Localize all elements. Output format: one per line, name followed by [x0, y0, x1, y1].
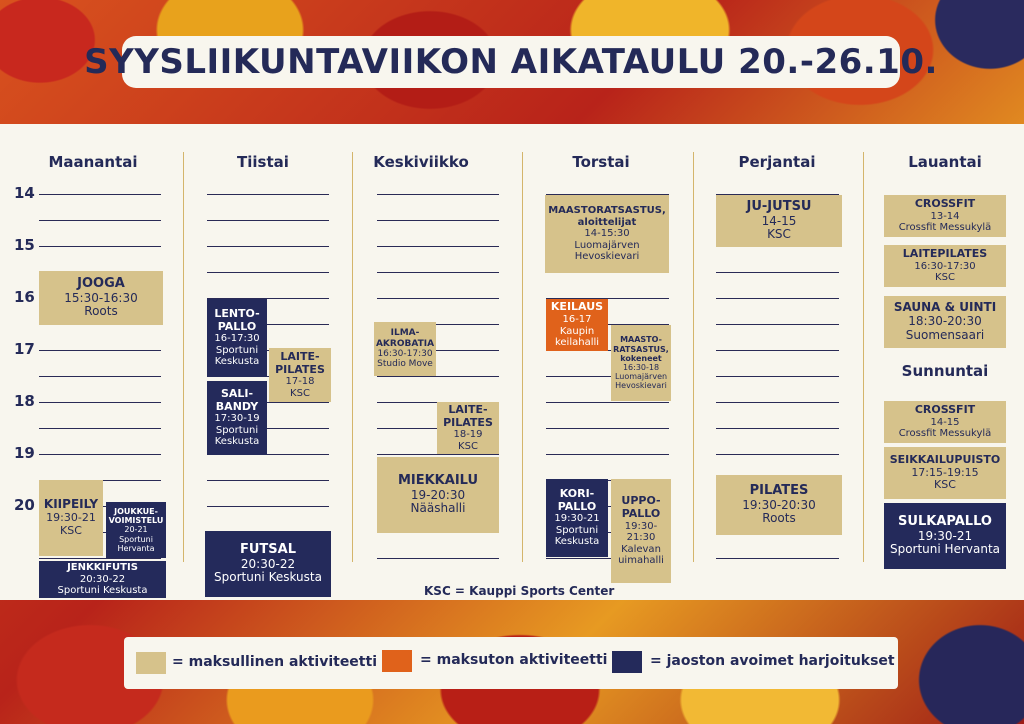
column-divider [863, 152, 864, 562]
event-name: CROSSFIT [914, 197, 976, 211]
legend [124, 637, 898, 689]
grid-line [207, 272, 329, 273]
grid-line [207, 194, 329, 195]
event-name: SULKAPALLO [898, 513, 992, 529]
event-place: KSC [767, 227, 791, 242]
event-name: PILATES [749, 482, 809, 498]
event-subtitle: kokeneet [620, 353, 662, 363]
event-time: 14-15:30 [584, 228, 630, 240]
event-maastoratsastus-aloittelijat[interactable] [545, 195, 669, 273]
event-place: KSC [934, 478, 956, 492]
event-name: JOUKKUE-VOIMISTELU [108, 507, 164, 526]
hour-label: 14 [14, 184, 35, 202]
legend-swatch-free [382, 650, 412, 672]
grid-line [39, 428, 161, 429]
event-futsal[interactable] [205, 531, 331, 597]
event-kiipeily[interactable] [39, 480, 103, 556]
day-wednesday: Keskiviikko [373, 153, 469, 171]
event-place: Roots [84, 304, 118, 319]
event-crossfit-la[interactable] [884, 195, 1006, 237]
event-place: Sportuni Hervanta [117, 534, 155, 553]
event-time: 19:30-21 [46, 511, 96, 525]
event-subtitle: aloittelijat [577, 216, 637, 228]
event-laitepilates-la[interactable] [884, 245, 1006, 287]
grid-line [716, 324, 839, 325]
event-name: LAITE-PILATES [443, 402, 493, 429]
event-place: Sportuni Keskusta [214, 344, 260, 368]
legend-club: = jaoston avoimet harjoitukset [650, 653, 895, 669]
event-salibandy[interactable] [207, 381, 267, 455]
ksc-footnote: KSC = Kauppi Sports Center [424, 584, 615, 598]
event-place: KSC [60, 523, 82, 537]
event-place: Luomajärven Hevoskievari [574, 239, 640, 263]
event-name: MAASTORATSASTUS, [548, 205, 666, 217]
grid-line [377, 558, 499, 559]
event-sulkapallo[interactable] [884, 503, 1006, 569]
event-time: 19:30-20:30 [742, 497, 816, 512]
grid-line [39, 220, 161, 221]
day-monday: Maanantai [48, 153, 138, 171]
event-place: Roots [762, 511, 796, 526]
event-time: 14-15 [761, 213, 797, 228]
event-name: SEIKKAILUPUISTO [889, 453, 1001, 467]
event-place: KSC [935, 272, 955, 284]
grid-line [716, 272, 839, 273]
legend-paid: = maksullinen aktiviteetti [172, 654, 377, 670]
grid-line [377, 246, 499, 247]
grid-line [377, 194, 499, 195]
event-name: MIEKKAILU [397, 472, 479, 488]
hour-label: 20 [14, 496, 35, 514]
event-laitepilates-ke[interactable] [437, 402, 499, 454]
grid-line [716, 298, 839, 299]
hour-label: 19 [14, 444, 35, 462]
event-time: 16:30-17:30 [914, 260, 976, 272]
event-name: SAUNA & UINTI [893, 300, 997, 315]
event-name: ILMA-AKROBATIA [375, 328, 435, 349]
legend-free: = maksuton aktiviteetti [420, 652, 608, 668]
day-saturday: Lauantai [908, 153, 982, 171]
event-name: MAASTO-RATSASTUS, [613, 335, 669, 354]
grid-line [207, 480, 329, 481]
event-time: 19-20:30 [410, 487, 466, 502]
event-time: 15:30-16:30 [64, 290, 138, 305]
event-place: Sportuni Hervanta [889, 542, 1001, 557]
event-place: Crossfit Messukylä [898, 222, 992, 234]
grid-line [39, 376, 161, 377]
grid-line [207, 246, 329, 247]
event-time: 13-14 [930, 210, 960, 222]
event-time: 14-15 [930, 416, 960, 428]
event-place: Suomensaari [905, 327, 985, 342]
grid-line [546, 428, 669, 429]
event-place: Studio Move [377, 359, 433, 370]
event-time: 16:30-18 [622, 363, 660, 372]
event-time: 20-21 [124, 525, 148, 535]
grid-line [207, 220, 329, 221]
hour-label: 16 [14, 288, 35, 306]
grid-line [546, 454, 669, 455]
event-place: KSC [290, 387, 310, 399]
event-time: 17-18 [285, 376, 315, 388]
event-time: 17:15-19:15 [911, 465, 979, 479]
grid-line [39, 194, 161, 195]
event-place: Sportuni Keskusta [214, 424, 260, 448]
event-joukkuevoimistelu[interactable] [106, 502, 166, 558]
grid-line [716, 454, 839, 455]
event-place: Sportuni Keskusta [554, 524, 600, 548]
event-name: UPPO-PALLO [621, 494, 661, 520]
event-place: Luomajärven Hevoskievari [614, 372, 668, 391]
legend-swatch-club [612, 651, 642, 673]
hour-label: 17 [14, 340, 35, 358]
day-friday: Perjantai [738, 153, 816, 171]
event-time: 16:30-17:30 [377, 349, 433, 359]
event-name: SALI-BANDY [215, 387, 259, 413]
grid-line [716, 428, 839, 429]
column-divider [352, 152, 353, 562]
event-name: FUTSAL [239, 541, 296, 557]
event-name: LAITE-PILATES [275, 349, 325, 376]
event-ilmaakrobatia[interactable] [374, 322, 436, 376]
event-crossfit-su[interactable] [884, 401, 1006, 443]
event-place: Sportuni Keskusta [214, 570, 322, 585]
event-time: 18-19 [453, 429, 483, 441]
event-place: Nääshalli [410, 501, 466, 516]
grid-line [207, 506, 329, 507]
event-time: 20:30-22 [240, 556, 296, 571]
event-maastoratsastus-kokeneet[interactable] [611, 325, 671, 401]
event-time: 16-17 [562, 314, 592, 326]
event-place: Kalevan uimahalli [618, 543, 664, 567]
grid-line [546, 402, 669, 403]
event-jenkkifutis[interactable] [39, 561, 166, 598]
event-pilates[interactable] [716, 475, 842, 535]
legend-swatch-paid [136, 652, 166, 674]
event-koripallo[interactable] [546, 479, 608, 557]
event-jujutsu[interactable] [716, 195, 842, 247]
grid-line [377, 220, 499, 221]
event-place: Kaupin keilahalli [554, 325, 600, 349]
event-place: Sportuni Keskusta [57, 585, 148, 597]
grid-line [39, 454, 161, 455]
hour-label: 15 [14, 236, 35, 254]
event-name: LAITEPILATES [902, 247, 988, 261]
grid-line [39, 246, 161, 247]
event-name: LENTO-PALLO [214, 307, 260, 333]
day-sunday: Sunnuntai [901, 362, 989, 380]
event-name: CROSSFIT [914, 403, 976, 417]
event-time: 17:30-19 [214, 413, 260, 425]
day-thursday: Torstai [572, 153, 630, 171]
grid-line [716, 350, 839, 351]
event-place: Crossfit Messukylä [898, 428, 992, 440]
title-banner [84, 36, 938, 88]
event-miekkailu[interactable] [377, 457, 499, 533]
event-name: KORI-PALLO [557, 487, 597, 513]
grid-line [39, 350, 161, 351]
grid-line [377, 376, 499, 377]
grid-line [39, 558, 161, 559]
event-name: JENKKIFUTIS [67, 562, 138, 574]
column-divider [183, 152, 184, 562]
event-name: JOOGA [77, 275, 125, 291]
event-sauna-uinti[interactable] [884, 296, 1006, 348]
event-uppopallo[interactable] [611, 479, 671, 583]
event-seikkailupuisto[interactable] [884, 447, 1006, 499]
hour-label: 18 [14, 392, 35, 410]
grid-line [716, 376, 839, 377]
event-time: 19:30-21 [917, 528, 973, 543]
event-name: JU-JUTSU [746, 198, 812, 214]
event-name: KEILAUS [550, 300, 604, 314]
grid-line [377, 272, 499, 273]
event-lentopallo[interactable] [207, 299, 267, 377]
event-time: 16-17:30 [214, 333, 260, 345]
event-time: 19:30-21:30 [624, 520, 658, 544]
column-divider [522, 152, 523, 562]
page-title: SYYSLIIKUNTAVIIKON AIKATAULU 20.-26.10. [84, 42, 938, 82]
grid-line [716, 558, 839, 559]
event-place: KSC [458, 440, 478, 452]
column-divider [693, 152, 694, 562]
event-laitepilates-ti[interactable] [269, 348, 331, 402]
event-keilaus[interactable] [546, 299, 608, 351]
grid-line [377, 298, 499, 299]
event-jooga[interactable] [39, 271, 163, 325]
event-time: 18:30-20:30 [908, 314, 982, 329]
grid-line [377, 454, 499, 455]
event-time: 19:30-21 [554, 513, 600, 525]
grid-line [716, 402, 839, 403]
event-time: 20:30-22 [79, 573, 126, 585]
day-tuesday: Tiistai [237, 153, 289, 171]
event-name: KIIPEILY [43, 497, 99, 512]
grid-line [39, 402, 161, 403]
